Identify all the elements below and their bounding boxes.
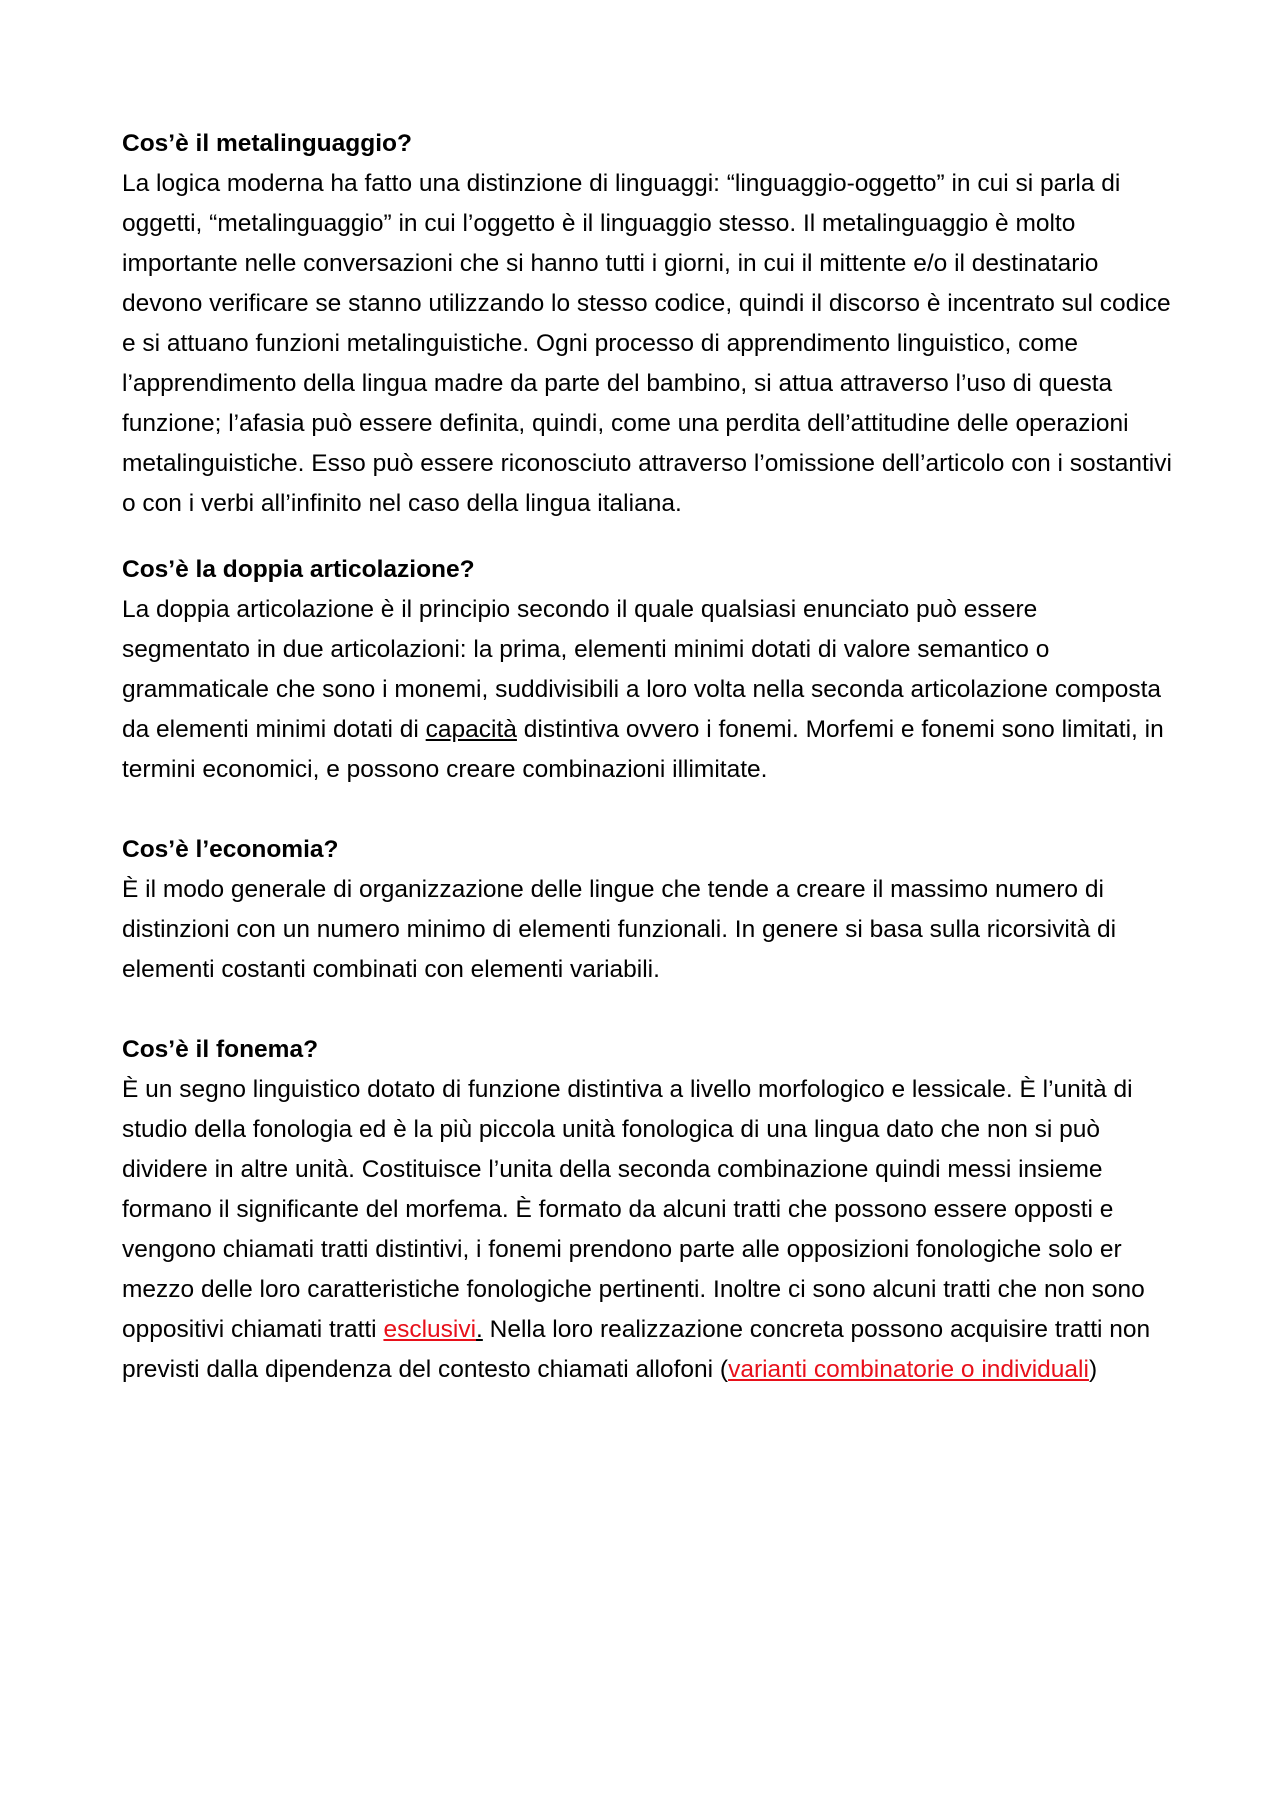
paragraph-doppia-articolazione [122, 590, 1172, 790]
paragraph-text-before: È un segno linguistico dotato di funzione distintiva a livello morfologico e lessicale. È l’unità di studio della fonologia ed è la più piccola unità fonologica di una lingua dato che non si può dividere in altre unità. Costituisce l’unita della seconda combinazione quindi messi insieme formano il significante del morfema. È formato da alcuni tratti che possono essere opposti e vengono chiamati tratti distintivi, i fonemi prendono parte alle opposizioni fonologiche solo er mezzo delle loro caratteristiche fonologiche pertinenti. Inoltre ci sono alcuni tratti che non sono oppositivi chiamati tratti [122, 1076, 1145, 1343]
paragraph-text-after: ) [1088, 1356, 1098, 1383]
underlined-word-capacita: capacità [425, 716, 517, 743]
section-economia [122, 830, 1172, 990]
section-metalinguaggio [122, 124, 1172, 524]
paragraph-economia: È il modo generale di organizzazione delle lingue che tende a creare il massimo numero di distinzioni con un numero minimo di elementi funzionali. In genere si basa sulla ricorsività di elementi costanti combinati con elementi variabili. [122, 876, 1117, 983]
paragraph-text-middle: Nella loro realizzazione concreta possono acquisire tratti non previsti dalla dipendenza del contesto chiamati allofoni ( [122, 1316, 1151, 1383]
link-esclusivi[interactable]: esclusivi [383, 1316, 477, 1343]
paragraph-metalinguaggio: La logica moderna ha fatto una distinzione di linguaggi: “linguaggio-oggetto” in cui si parla di oggetti, “metalinguaggio” in cui l’oggetto è il linguaggio stesso. Il metalinguaggio è molto importante nelle conversazioni che si hanno tutti i giorni, in cui il mittente e/o il destinatario devono verificare se stanno utilizzando lo stesso codice, quindi il discorso è incentrato sul codice e si attuano funzioni metalinguistiche. Ogni processo di apprendimento linguistico, come l’apprendimento della lingua madre da parte del bambino, si attua attraverso l’uso di questa funzione; l’afasia può essere definita, quindi, come una perdita dell’attitudine delle operazioni metalinguistiche. Esso può essere riconosciuto attraverso l’omissione dell’articolo con i sostantivi o con i verbi all’infinito nel caso della lingua italiana. [122, 170, 1172, 517]
heading-economia: Cos’è l’economia? [122, 836, 339, 863]
heading-fonema: Cos’è il fonema? [122, 1036, 319, 1063]
document-page [122, 124, 1172, 1416]
link-varianti[interactable]: varianti combinatorie o individuali [728, 1356, 1089, 1383]
paragraph-text-before: La doppia articolazione è il principio secondo il quale qualsiasi enunciato può essere segmentato in due articolazioni: la prima, elementi minimi dotati di valore semantico o grammaticale che sono i monemi, suddivisibili a loro volta nella seconda articolazione composta da elementi minimi dotati di [122, 596, 1162, 743]
underlined-period: . [476, 1316, 483, 1343]
heading-metalinguaggio: Cos’è il metalinguaggio? [122, 130, 412, 157]
section-fonema [122, 1030, 1172, 1390]
section-doppia-articolazione [122, 550, 1172, 790]
paragraph-fonema [122, 1070, 1172, 1390]
paragraph-text-after: distintiva ovvero i fonemi. Morfemi e fonemi sono limitati, in termini economici, e possono creare combinazioni illimitate. [122, 716, 1164, 783]
heading-doppia-articolazione: Cos’è la doppia articolazione? [122, 556, 475, 583]
